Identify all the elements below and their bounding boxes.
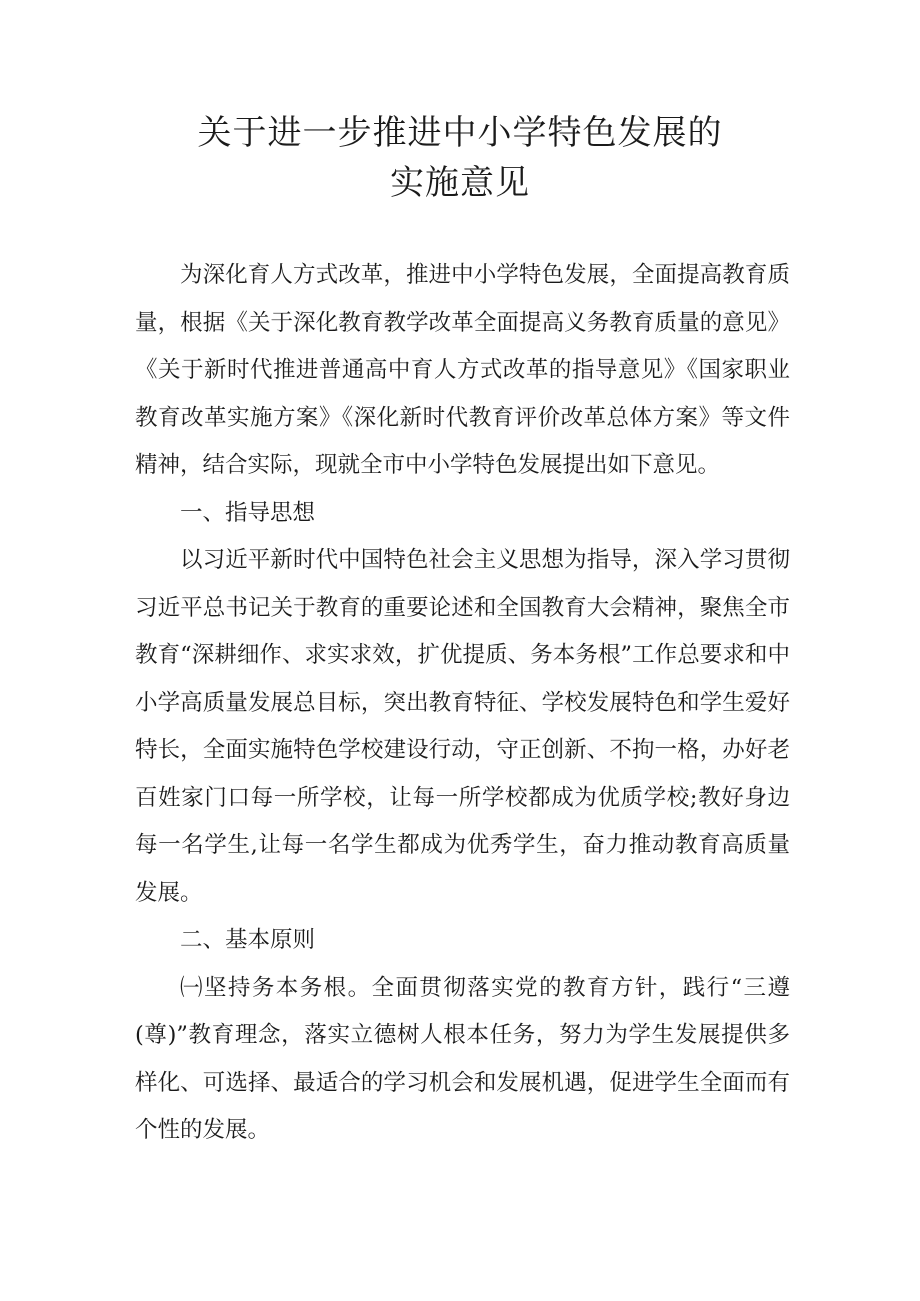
intro-paragraph: 为深化育人方式改革，推进中小学特色发展，全面提高教育质量，根据《关于深化教育教学改革全面提高义务教育质量的意见》《关于新时代推进普通高中育人方式改革的指导意见》《国家职业教育改革实施方案》《深化新时代教育评价改革总体方案》等文件精神，结合实际，现就全市中小学特色发展提出如下意见。 <box>135 262 790 478</box>
document-body <box>135 252 790 1155</box>
guiding-ideology-paragraph: 以习近平新时代中国特色社会主义思想为指导，深入学习贯彻习近平总书记关于教育的重要论述和全国教育大会精神，聚焦全市教育“深耕细作、求实求效，扩优提质、务本务根”工作总要求和中小学高质量发展总目标，突出教育特征、学校发展特色和学生爱好特长，全面实施特色学校建设行动，守正创新、不拘一格，办好老百姓家门口每一所学校，让每一所学校都成为优质学校;教好身边每一名学生,让每一名学生都成为优秀学生，奋力推动教育高质量发展。 <box>135 547 790 906</box>
title-line-2: 实施意见 <box>390 163 530 203</box>
section-heading-basic-principles: 二、基本原则 <box>180 927 316 953</box>
section-heading-guiding-ideology: 一、指导思想 <box>180 499 316 526</box>
basic-principles-item-1: ㈠坚持务本务根。全面贯彻落实党的教育方针，践行“三遵(尊)”教育理念，落实立德树人根本任务，努力为学生发展提供多样化、可选择、最适合的学习机会和发展机遇，促进学生全面而有个性的发展。 <box>135 974 790 1143</box>
document-title <box>0 108 920 208</box>
title-line-1: 关于进一步推进中小学特色发展的 <box>197 113 723 153</box>
